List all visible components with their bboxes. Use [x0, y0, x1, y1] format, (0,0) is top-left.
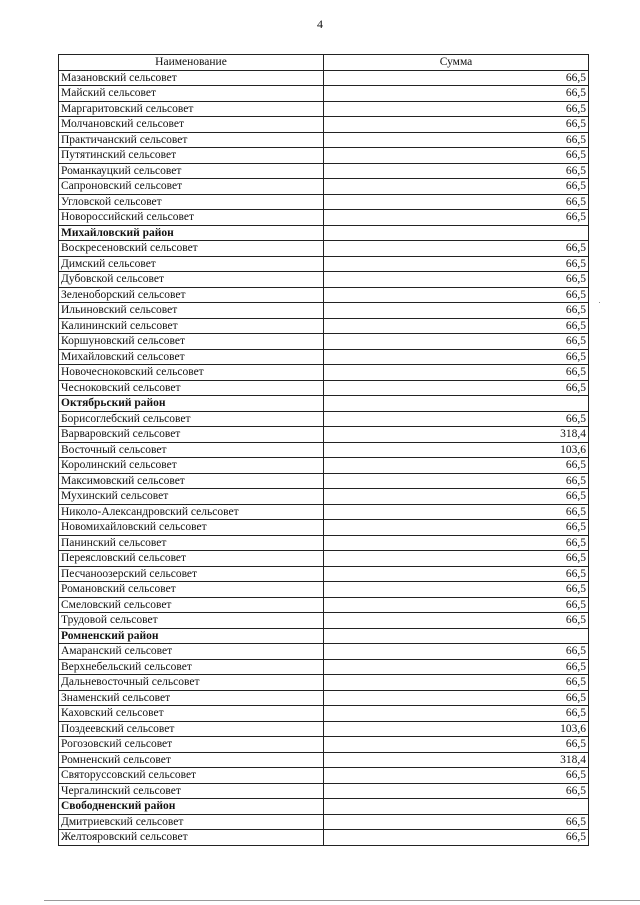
- row-sum: 66,5: [324, 675, 589, 691]
- row-name: Переясловский сельсовет: [59, 551, 324, 567]
- table-row: [59, 179, 589, 195]
- row-name: Дмитриевский сельсовет: [59, 814, 324, 830]
- row-sum: [324, 799, 589, 815]
- table-row: [59, 148, 589, 164]
- table-row: [59, 241, 589, 257]
- row-name: Песчаноозерский сельсовет: [59, 566, 324, 582]
- row-sum: 66,5: [324, 814, 589, 830]
- table-row: [59, 256, 589, 272]
- row-name: Романкауцкий сельсовет: [59, 163, 324, 179]
- row-sum: 66,5: [324, 380, 589, 396]
- row-sum: 318,4: [324, 427, 589, 443]
- row-sum: 66,5: [324, 132, 589, 148]
- row-name: Михайловский сельсовет: [59, 349, 324, 365]
- table-row: [59, 504, 589, 520]
- row-name: Амаранский сельсовет: [59, 644, 324, 660]
- row-name: Угловской сельсовет: [59, 194, 324, 210]
- row-sum: 66,5: [324, 551, 589, 567]
- row-sum: 66,5: [324, 830, 589, 846]
- table-row: [59, 597, 589, 613]
- table-row: [59, 473, 589, 489]
- row-sum: 66,5: [324, 489, 589, 505]
- row-name: Знаменский сельсовет: [59, 690, 324, 706]
- row-sum: 66,5: [324, 70, 589, 86]
- header-name: Наименование: [59, 55, 324, 71]
- district-header-row: [59, 799, 589, 815]
- row-name: Мухинский сельсовет: [59, 489, 324, 505]
- row-name: Николо-Александровский сельсовет: [59, 504, 324, 520]
- row-name: Каховский сельсовет: [59, 706, 324, 722]
- row-sum: [324, 396, 589, 412]
- row-sum: 66,5: [324, 613, 589, 629]
- row-sum: 66,5: [324, 535, 589, 551]
- row-sum: 66,5: [324, 194, 589, 210]
- table-row: [59, 768, 589, 784]
- row-sum: 66,5: [324, 458, 589, 474]
- row-name: Святоруссовский сельсовет: [59, 768, 324, 784]
- row-sum: 66,5: [324, 179, 589, 195]
- row-name: Варваровский сельсовет: [59, 427, 324, 443]
- page-number: 4: [317, 17, 323, 31]
- row-name: Воскресеновский сельсовет: [59, 241, 324, 257]
- table-row: [59, 706, 589, 722]
- row-name: Ромненский сельсовет: [59, 752, 324, 768]
- row-sum: 66,5: [324, 659, 589, 675]
- table-row: [59, 737, 589, 753]
- table-row: [59, 349, 589, 365]
- table-row: [59, 675, 589, 691]
- table-row: [59, 86, 589, 102]
- row-sum: 66,5: [324, 318, 589, 334]
- row-name: Восточный сельсовет: [59, 442, 324, 458]
- row-sum: 66,5: [324, 737, 589, 753]
- row-sum: 66,5: [324, 768, 589, 784]
- row-sum: 66,5: [324, 349, 589, 365]
- row-sum: 66,5: [324, 582, 589, 598]
- table-row: [59, 380, 589, 396]
- row-name: Дальневосточный сельсовет: [59, 675, 324, 691]
- district-header-row: [59, 396, 589, 412]
- header-sum: Сумма: [324, 55, 589, 71]
- table-row: [59, 163, 589, 179]
- allocation-table: [58, 54, 589, 846]
- row-name: Дубовской сельсовет: [59, 272, 324, 288]
- table-row: [59, 582, 589, 598]
- row-sum: 66,5: [324, 86, 589, 102]
- table-row: [59, 70, 589, 86]
- table-row: [59, 752, 589, 768]
- row-sum: 66,5: [324, 411, 589, 427]
- table-row: [59, 814, 589, 830]
- row-sum: 66,5: [324, 566, 589, 582]
- table-row: [59, 783, 589, 799]
- row-name: Новочесноковский сельсовет: [59, 365, 324, 381]
- row-sum: 66,5: [324, 473, 589, 489]
- district-name: Михайловский район: [59, 225, 324, 241]
- row-sum: 66,5: [324, 117, 589, 133]
- row-sum: [324, 225, 589, 241]
- row-name: Димский сельсовет: [59, 256, 324, 272]
- row-name: Зеленоборский сельсовет: [59, 287, 324, 303]
- row-name: Коршуновский сельсовет: [59, 334, 324, 350]
- row-sum: 66,5: [324, 365, 589, 381]
- row-name: Мазановский сельсовет: [59, 70, 324, 86]
- row-sum: 66,5: [324, 241, 589, 257]
- row-name: Максимовский сельсовет: [59, 473, 324, 489]
- row-name: Верхнебельский сельсовет: [59, 659, 324, 675]
- table-row: [59, 566, 589, 582]
- row-sum: [324, 628, 589, 644]
- row-name: Панинский сельсовет: [59, 535, 324, 551]
- row-name: Калининский сельсовет: [59, 318, 324, 334]
- row-sum: 66,5: [324, 690, 589, 706]
- table-row: [59, 659, 589, 675]
- row-name: Рогозовский сельсовет: [59, 737, 324, 753]
- table-row: [59, 272, 589, 288]
- row-name: Новороссийский сельсовет: [59, 210, 324, 226]
- table-body: [59, 70, 589, 845]
- row-sum: 66,5: [324, 783, 589, 799]
- table-row: [59, 210, 589, 226]
- row-name: Маргаритовский сельсовет: [59, 101, 324, 117]
- row-name: Майский сельсовет: [59, 86, 324, 102]
- row-name: Королинский сельсовет: [59, 458, 324, 474]
- row-name: Путятинский сельсовет: [59, 148, 324, 164]
- row-name: Новомихайловский сельсовет: [59, 520, 324, 536]
- table-row: [59, 365, 589, 381]
- table-row: [59, 458, 589, 474]
- row-sum: 66,5: [324, 520, 589, 536]
- scan-edge-line: [44, 900, 640, 901]
- row-name: Романовский сельсовет: [59, 582, 324, 598]
- table-row: [59, 101, 589, 117]
- row-sum: 66,5: [324, 644, 589, 660]
- row-sum: 66,5: [324, 148, 589, 164]
- table-row: [59, 117, 589, 133]
- row-sum: 66,5: [324, 334, 589, 350]
- row-sum: 103,6: [324, 442, 589, 458]
- table-row: [59, 334, 589, 350]
- table-row: [59, 690, 589, 706]
- district-header-row: [59, 225, 589, 241]
- scan-speck: [599, 302, 600, 303]
- table-row: [59, 613, 589, 629]
- table-row: [59, 318, 589, 334]
- row-name: Сапроновский сельсовет: [59, 179, 324, 195]
- row-sum: 66,5: [324, 101, 589, 117]
- row-sum: 66,5: [324, 504, 589, 520]
- table-row: [59, 535, 589, 551]
- row-sum: 66,5: [324, 706, 589, 722]
- row-sum: 66,5: [324, 210, 589, 226]
- district-name: Ромненский район: [59, 628, 324, 644]
- row-sum: 66,5: [324, 163, 589, 179]
- row-sum: 318,4: [324, 752, 589, 768]
- row-sum: 66,5: [324, 597, 589, 613]
- row-sum: 66,5: [324, 256, 589, 272]
- district-name: Свободненский район: [59, 799, 324, 815]
- row-name: Молчановский сельсовет: [59, 117, 324, 133]
- row-name: Практичанский сельсовет: [59, 132, 324, 148]
- district-header-row: [59, 628, 589, 644]
- table-row: [59, 194, 589, 210]
- table-row: [59, 721, 589, 737]
- table-row: [59, 132, 589, 148]
- table-row: [59, 303, 589, 319]
- table-row: [59, 520, 589, 536]
- table-row: [59, 551, 589, 567]
- table-header-row: [59, 55, 589, 71]
- row-name: Чесноковский сельсовет: [59, 380, 324, 396]
- row-name: Борисоглебский сельсовет: [59, 411, 324, 427]
- row-name: Желтояровский сельсовет: [59, 830, 324, 846]
- table-row: [59, 442, 589, 458]
- row-name: Трудовой сельсовет: [59, 613, 324, 629]
- row-sum: 66,5: [324, 303, 589, 319]
- row-sum: 66,5: [324, 287, 589, 303]
- row-name: Поздеевский сельсовет: [59, 721, 324, 737]
- row-name: Ильиновский сельсовет: [59, 303, 324, 319]
- table-row: [59, 489, 589, 505]
- row-name: Смеловский сельсовет: [59, 597, 324, 613]
- table-row: [59, 644, 589, 660]
- table-row: [59, 287, 589, 303]
- row-sum: 66,5: [324, 272, 589, 288]
- table-row: [59, 411, 589, 427]
- table-row: [59, 830, 589, 846]
- row-name: Чергалинский сельсовет: [59, 783, 324, 799]
- row-sum: 103,6: [324, 721, 589, 737]
- district-name: Октябрьский район: [59, 396, 324, 412]
- table-row: [59, 427, 589, 443]
